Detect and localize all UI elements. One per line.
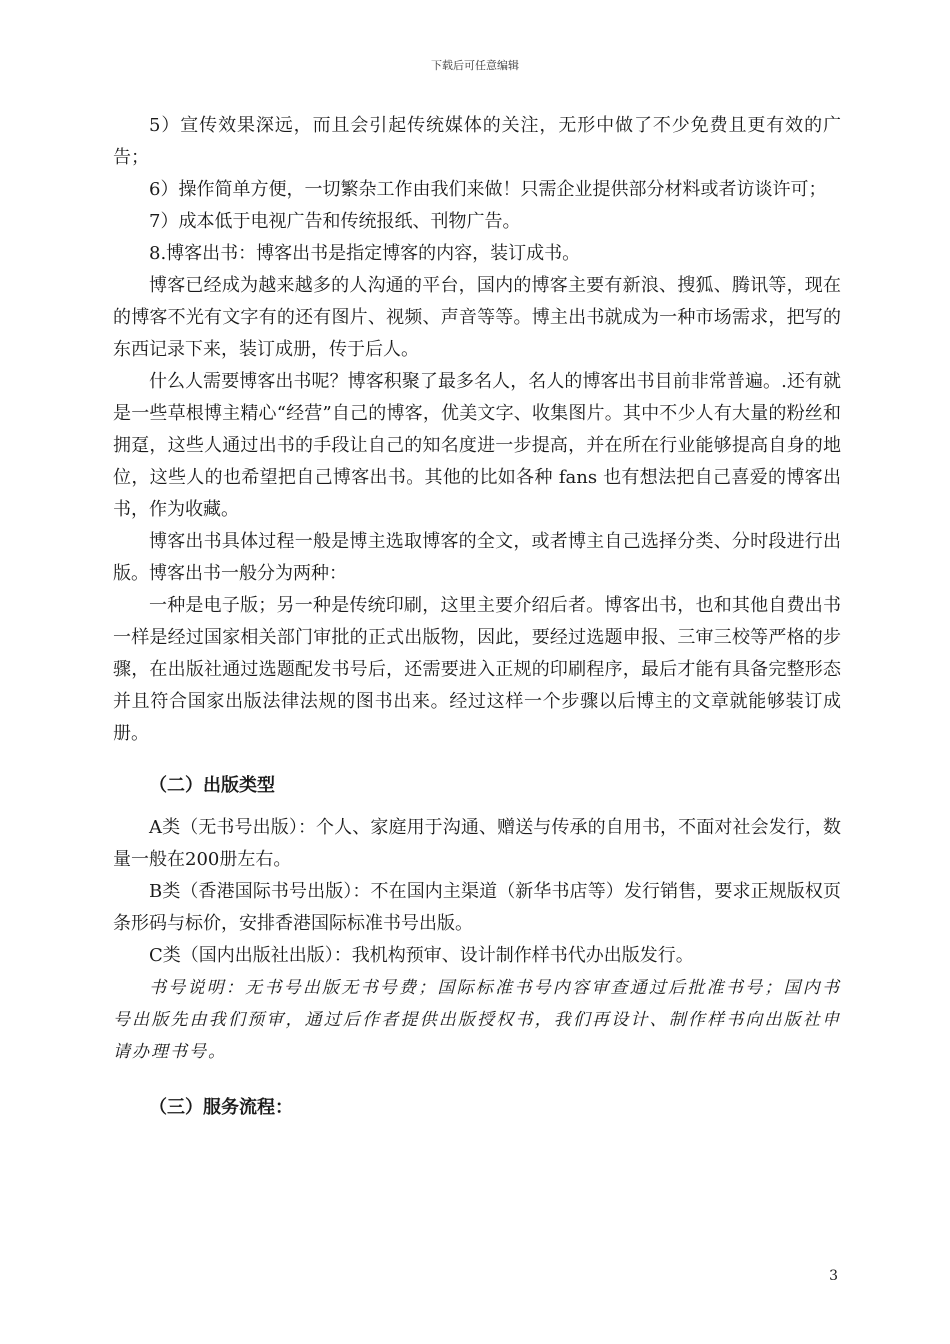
paragraph-who-needs: 什么人需要博客出书呢？博客积聚了最多名人，名人的博客出书目前非常普遍。.还有就是一些草根博主精心“经营”自己的博客，优美文字、收集图片。其中不少人有大量的粉丝和拥趸，这些人通过出书的手段让自己的知名度进一步提高，并在所在行业能够提高自身的地位，这些人的也希望把自己博客出书。其他的比如各种 fans 也有想法把自己喜爱的博客出书，作为收藏。 xyxy=(113,371,841,520)
paragraph-process: 博客出书具体过程一般是博主选取博客的全文，或者博主自己选择分类、分时段进行出版。博客出书一般分为两种： xyxy=(113,531,841,584)
paragraph-blog-platform: 博客已经成为越来越多的人沟通的平台，国内的博客主要有新浪、搜狐、腾讯等，现在的博客不光有文字有的还有图片、视频、声音等等。博主出书就成为一种市场需求，把写的东西记录下来，装订成册，传于后人。 xyxy=(113,275,841,360)
paragraph-item-8: 8.博客出书：博客出书是指定博客的内容，装订成书。 xyxy=(149,243,581,264)
paragraph-item-5: 5）宣传效果深远，而且会引起传统媒体的关注，无形中做了不少免费且更有效的广告； xyxy=(113,115,841,168)
page-header: 下载后可任意编辑 xyxy=(431,59,519,72)
paragraph-isbn-note: 书号说明：无书号出版无书号费；国际标准书号内容审查通过后批准书号；国内书号出版先由我们预审，通过后作者提供出版授权书，我们再设计、制作样书向出版社申请办理书号。 xyxy=(113,978,841,1062)
paragraph-type-c: C类（国内出版社出版）：我机构预审、设计制作样书代办出版发行。 xyxy=(149,945,694,966)
paragraph-type-b: B类（香港国际书号出版）：不在国内主渠道（新华书店等）发行销售，要求正规版权页条形码与标价，安排香港国际标准书号出版。 xyxy=(113,881,841,934)
section-heading-service-flow: （三）服务流程： xyxy=(149,1097,293,1118)
paragraph-two-types: 一种是电子版；另一种是传统印刷，这里主要介绍后者。博客出书，也和其他自费出书一样是经过国家相关部门审批的正式出版物，因此，要经过选题申报、三审三校等严格的步骤，在出版社通过选题配发书号后，还需要进入正规的印刷程序，最后才能有具备完整形态并且符合国家出版法律法规的图书出来。经过这样一个步骤以后博主的文章就能够装订成册。 xyxy=(113,595,841,744)
paragraph-item-7: 7）成本低于电视广告和传统报纸、刊物广告。 xyxy=(149,211,521,232)
paragraph-type-a: A类（无书号出版）：个人、家庭用于沟通、赠送与传承的自用书，不面对社会发行，数量一般在200册左右。 xyxy=(113,817,841,870)
section-heading-publishing-types: （二）出版类型 xyxy=(149,775,275,796)
paragraph-item-6: 6）操作简单方便，一切繁杂工作由我们来做！只需企业提供部分材料或者访谈许可； xyxy=(149,179,827,200)
page-number: 3 xyxy=(829,1268,838,1284)
document-body xyxy=(113,110,841,1124)
